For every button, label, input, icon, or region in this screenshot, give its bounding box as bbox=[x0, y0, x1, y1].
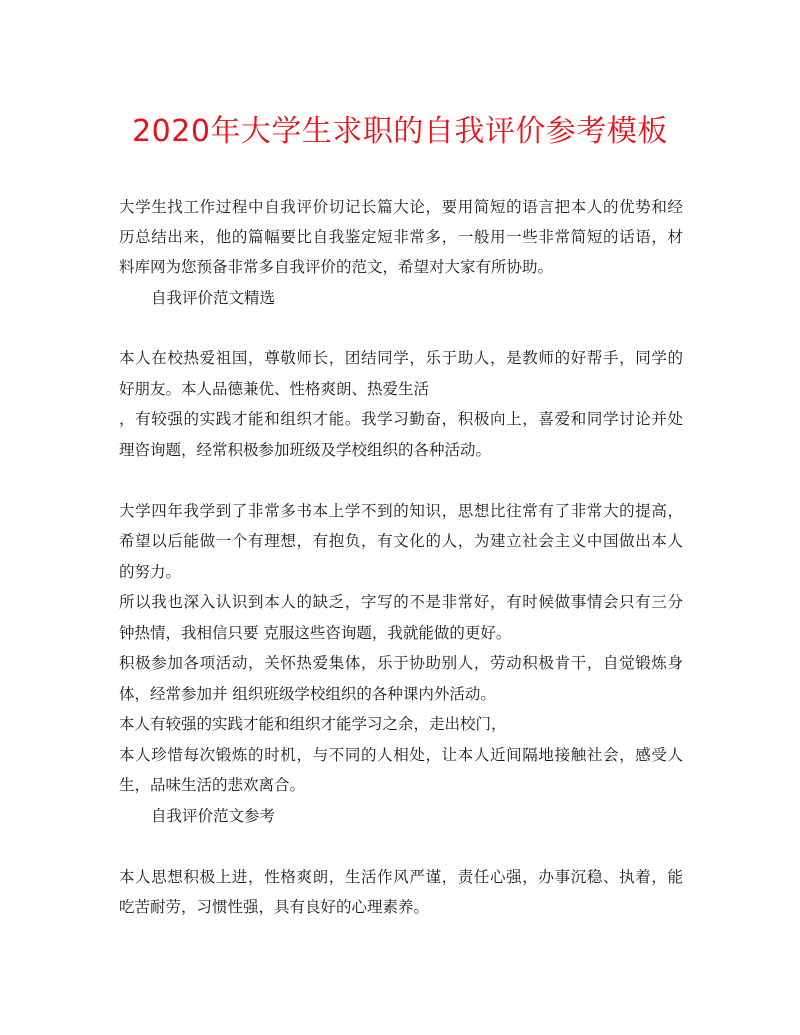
text-line: 料库网为您预备非常多自我评价的范文，希望对大家有所协助。 bbox=[119, 258, 554, 276]
text-line: 生，品味生活的悲欢离合。 bbox=[119, 776, 306, 794]
text-line: 积极参加各项活动，关怀热爱集体，乐于协助别人，劳动积极肯干，自觉锻炼身 bbox=[119, 654, 683, 672]
text-line: 的努力。 bbox=[119, 563, 182, 581]
text-line: 本人在校热爱祖国，尊敬师长，团结同学，乐于助人，是教师的好帮手，同学的 bbox=[119, 349, 683, 367]
text-line: 希望以后能做一个有理想，有抱负，有文化的人，为建立社会主义中国做出本人 bbox=[119, 532, 683, 550]
document-title: 2020年大学生求职的自我评价参考模板 bbox=[132, 114, 668, 149]
text-line: 理咨询题，经常积极参加班级及学校组织的各种活动。 bbox=[119, 441, 492, 459]
text-line: 本人有较强的实践才能和组织才能学习之余，走出校门， bbox=[119, 715, 507, 733]
text-line: 大学生找工作过程中自我评价切记长篇大论，要用简短的语言把本人的优势和经 bbox=[119, 198, 683, 216]
text-line: 吃苦耐劳，习惯性强，具有良好的心理素养。 bbox=[119, 898, 430, 916]
section-heading: 自我评价范文参考 bbox=[151, 807, 276, 825]
text-line: 大学四年我学到了非常多书本上学不到的知识，思想比往常有了非常大的提高， bbox=[119, 502, 683, 520]
section-heading: 自我评价范文精选 bbox=[151, 289, 276, 307]
text-line: 好朋友。本人品德兼优、性格爽朗、热爱生活 bbox=[119, 380, 430, 398]
text-line: 体，经常参加并 组织班级学校组织的各种课内外活动。 bbox=[119, 685, 496, 703]
text-line: 所以我也深入认识到本人的缺乏，字写的不是非常好，有时候做事情会只有三分 bbox=[119, 593, 683, 611]
text-line: ，有较强的实践才能和组织才能。我学习勤奋，积极向上，喜爱和同学讨论并处 bbox=[119, 410, 683, 428]
text-line: 本人思想积极上进，性格爽朗，生活作风严谨，责任心强，办事沉稳、执着，能 bbox=[119, 868, 683, 886]
text-line: 历总结出来，他的篇幅要比自我鉴定短非常多，一般用一些非常简短的话语，材 bbox=[119, 228, 683, 246]
text-line: 本人珍惜每次锻炼的时机，与不同的人相处，让本人近间隔地接触社会，感受人 bbox=[119, 746, 683, 764]
text-line: 钟热情，我相信只要 克服这些咨询题，我就能做的更好。 bbox=[119, 624, 512, 642]
